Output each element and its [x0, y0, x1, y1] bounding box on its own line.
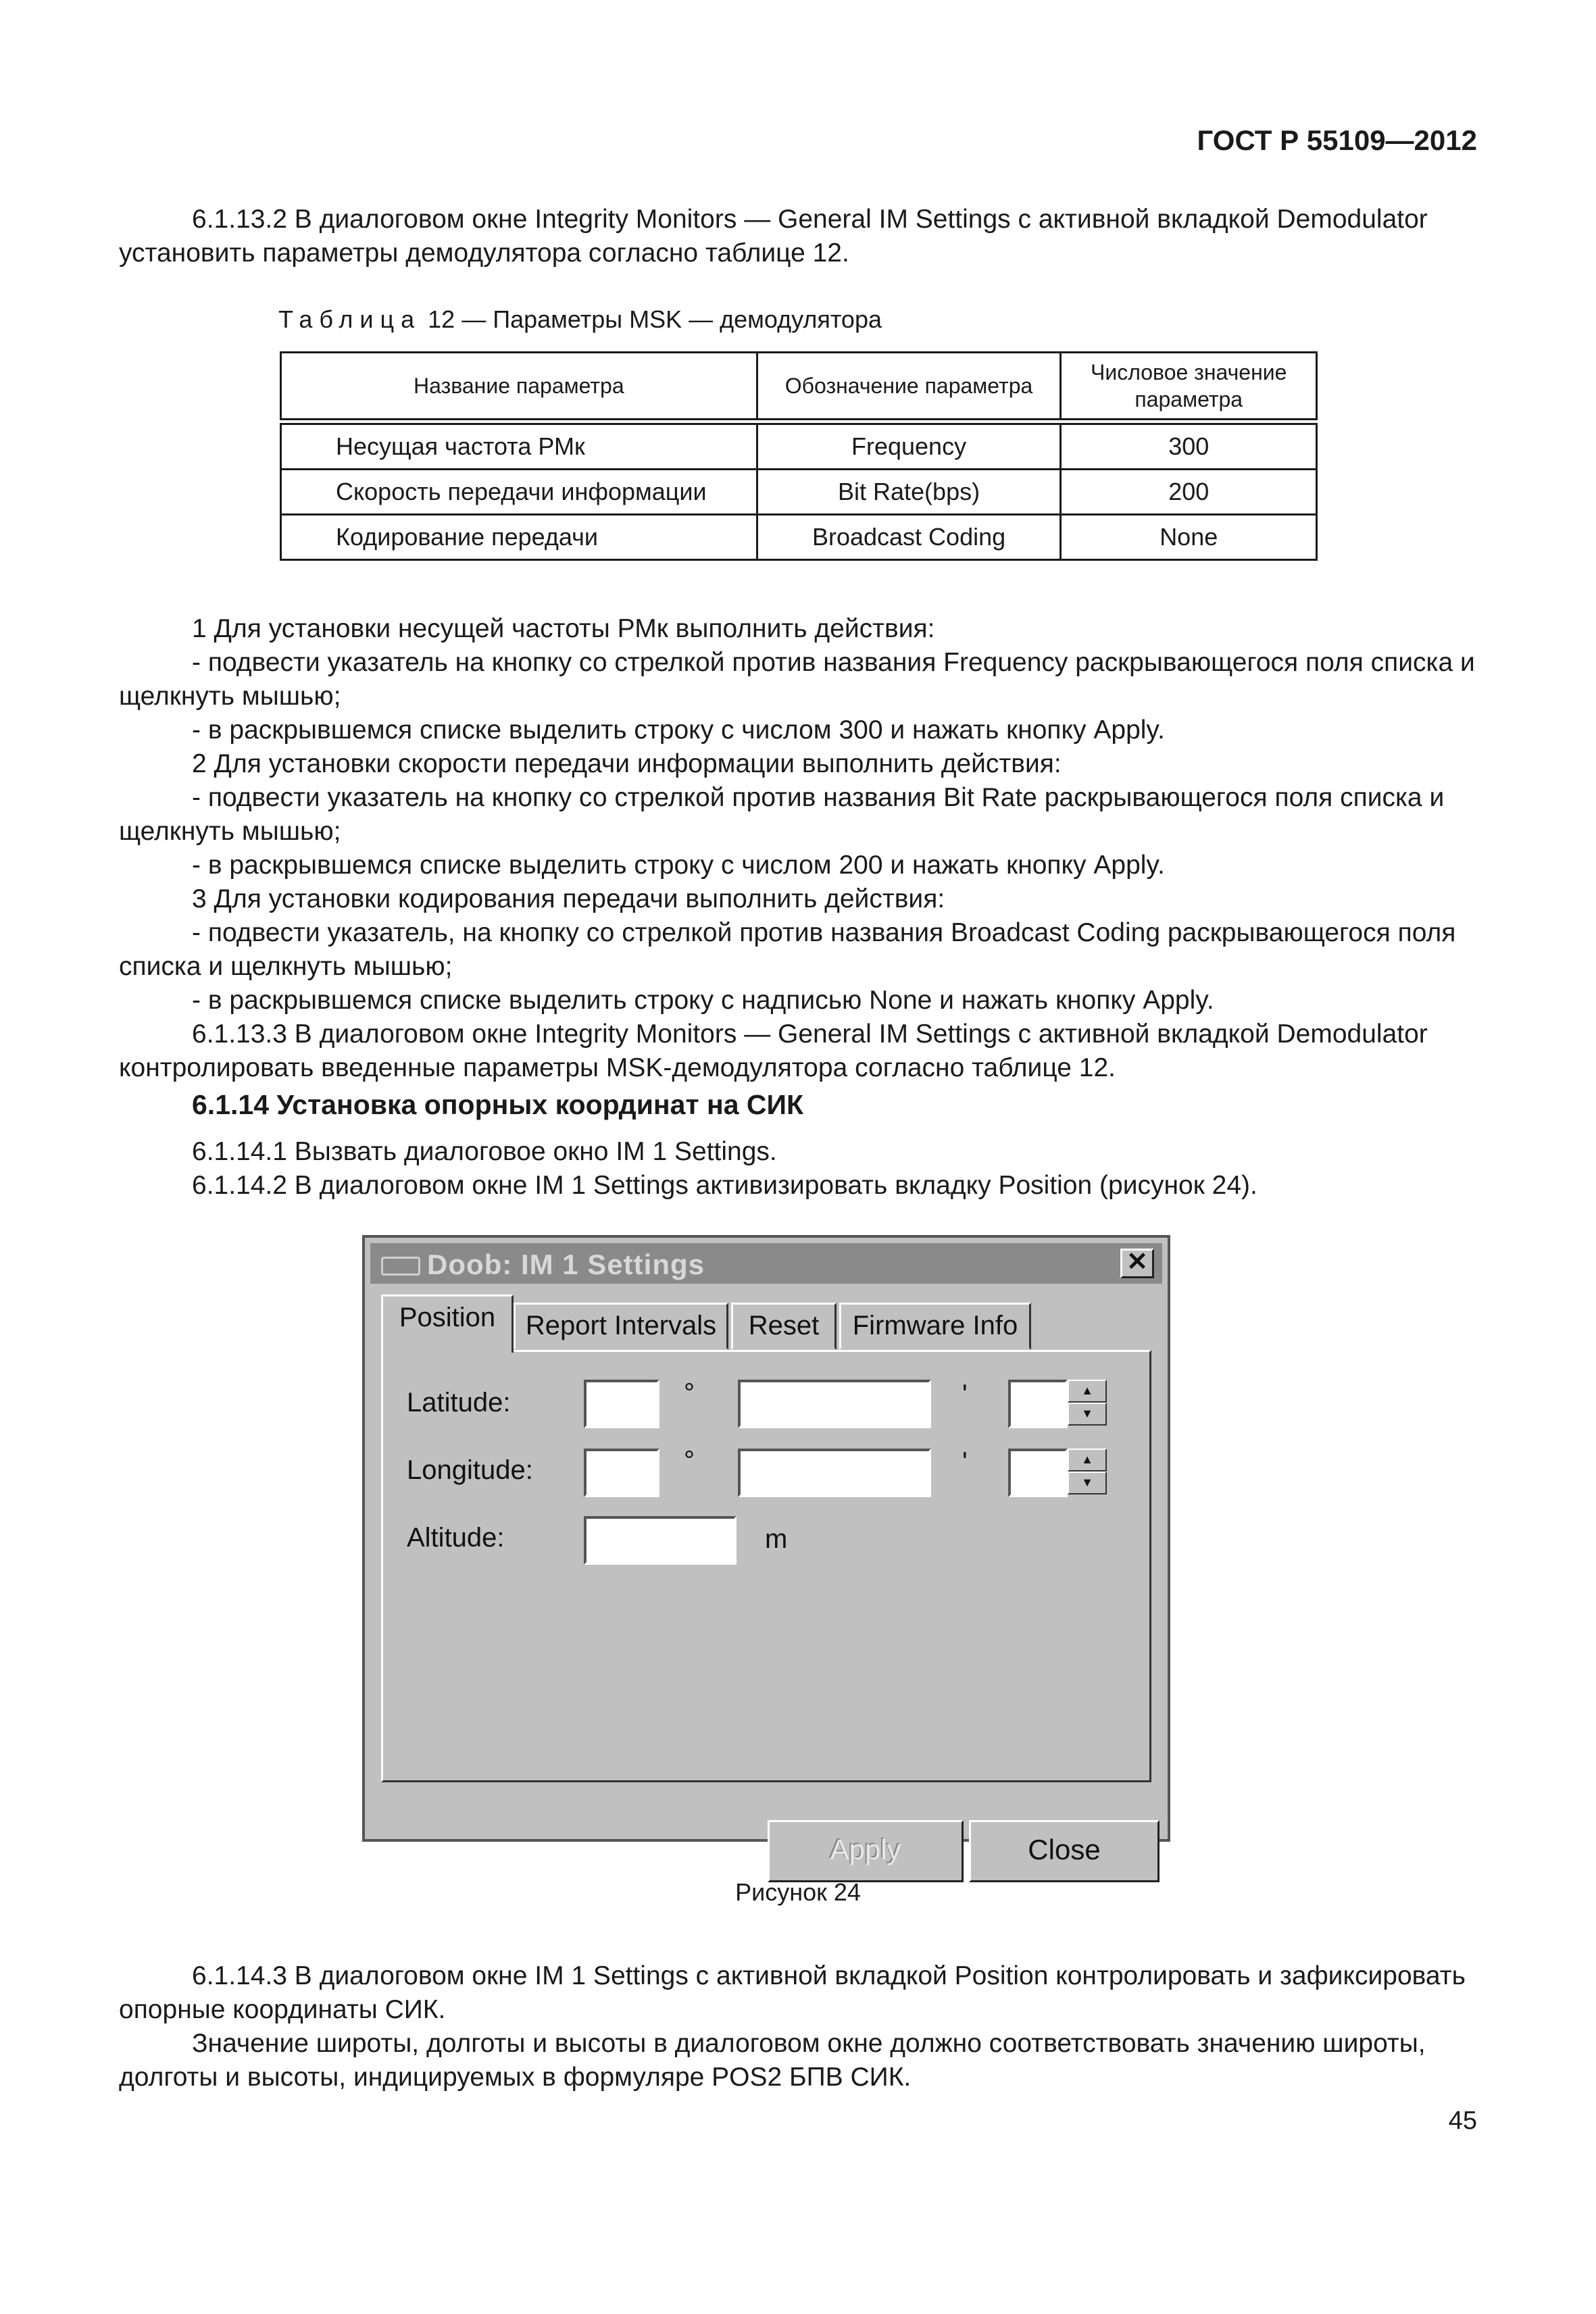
longitude-spinner[interactable]	[1068, 1449, 1107, 1497]
paragraph-6-1-14-1: 6.1.14.1 Вызвать диалоговое окно IM 1 Settings.	[192, 1137, 777, 1166]
latitude-spinner[interactable]	[1068, 1380, 1107, 1428]
tab-firmware-info[interactable]: Firmware Info	[839, 1303, 1031, 1350]
table-header-symbol: Обозначение параметра	[757, 353, 1061, 422]
spin-up-icon[interactable]: ▲	[1068, 1449, 1107, 1472]
table-header-value: Числовое значение параметра	[1061, 353, 1317, 422]
close-button[interactable]: Close	[969, 1820, 1159, 1882]
page-number: 45	[1448, 2107, 1477, 2135]
tab-reset[interactable]: Reset	[731, 1303, 837, 1350]
step-3a: - подвести указатель, на кнопку со стрелкой против названия Broadcast Coding раскрывающегося поля списка и щелкнуть мышью;	[119, 918, 1456, 981]
latitude-degrees-input[interactable]	[584, 1380, 659, 1428]
spin-down-icon[interactable]: ▼	[1068, 1403, 1107, 1426]
table-cell: None	[1061, 515, 1317, 560]
tab-report-intervals[interactable]: Report Intervals	[514, 1303, 728, 1350]
table-row	[281, 515, 1317, 560]
table-cell: Несущая частота РМк	[281, 422, 757, 470]
longitude-degrees-input[interactable]	[584, 1449, 659, 1497]
table-cell: Broadcast Coding	[757, 515, 1061, 560]
tab-position[interactable]: Position	[381, 1294, 514, 1353]
step-2a: - подвести указатель на кнопку со стрелкой против названия Bit Rate раскрывающегося поля списка и щелкнуть мышью;	[119, 783, 1445, 846]
table-row	[281, 422, 1317, 470]
degree-symbol: °	[684, 1378, 695, 1408]
dialog-title: Doob: IM 1 Settings	[427, 1249, 705, 1280]
table-caption-word: Таблица	[278, 305, 422, 333]
latitude-label: Latitude:	[407, 1388, 511, 1417]
figure-caption: Рисунок 24	[735, 1878, 861, 1906]
minute-symbol: '	[962, 1447, 968, 1477]
spin-down-icon[interactable]: ▼	[1068, 1472, 1107, 1494]
longitude-minutes-input[interactable]	[738, 1449, 931, 1497]
table-row	[281, 470, 1317, 515]
longitude-hemisphere-input[interactable]	[1008, 1449, 1068, 1497]
degree-symbol: °	[684, 1446, 695, 1476]
altitude-label: Altitude:	[407, 1523, 505, 1553]
minute-symbol: '	[962, 1380, 968, 1409]
closing-paragraph: Значение широты, долготы и высоты в диалоговом окне должно соответствовать значению широты, долготы и высоты, индицируемых в формуляре POS2 БПВ СИК.	[119, 2029, 1426, 2092]
table-cell: Bit Rate(bps)	[757, 470, 1061, 515]
step-1: 1 Для установки несущей частоты РМк выполнить действия:	[192, 614, 935, 643]
altitude-input[interactable]	[584, 1516, 737, 1565]
step-1b: - в раскрывшемся списке выделить строку с числом 300 и нажать кнопку Apply.	[192, 715, 1165, 745]
paragraph-6-1-13-3: 6.1.13.3 В диалоговом окне Integrity Monitors — General IM Settings с активной вкладкой Demodulator контролировать введенные параметры MSK-демодулятора согласно таблице 12.	[119, 1020, 1428, 1082]
im-settings-dialog	[362, 1235, 1170, 1865]
spin-up-icon[interactable]: ▲	[1068, 1380, 1107, 1403]
step-3: 3 Для установки кодирования передачи выполнить действия:	[192, 884, 945, 913]
table-cell: Кодирование передачи	[281, 515, 757, 560]
apply-button[interactable]: Apply	[768, 1820, 964, 1882]
parameters-table	[280, 351, 1318, 561]
latitude-hemisphere-input[interactable]	[1008, 1380, 1068, 1428]
paragraph-6-1-14-2: 6.1.14.2 В диалоговом окне IM 1 Settings активизировать вкладку Position (рисунок 24).	[192, 1171, 1257, 1200]
document-header: ГОСТ Р 55109—2012	[1197, 124, 1477, 156]
step-3b: - в раскрывшемся списке выделить строку с надписью None и нажать кнопку Apply.	[192, 986, 1214, 1015]
latitude-minutes-input[interactable]	[738, 1380, 931, 1428]
close-icon[interactable]: ✕	[1120, 1249, 1154, 1278]
table-cell: 200	[1061, 470, 1317, 515]
table-cell: 300	[1061, 422, 1317, 470]
table-cell: Скорость передачи информации	[281, 470, 757, 515]
intro-paragraph: 6.1.13.2 В диалоговом окне Integrity Monitors — General IM Settings с активной вкладкой Demodulator установить параметры демодулятора согласно таблице 12.	[119, 205, 1428, 268]
table-caption-text: 12 — Параметры MSK — демодулятора	[421, 305, 882, 333]
section-heading: 6.1.14 Установка опорных координат на СИК	[192, 1089, 804, 1120]
paragraph-6-1-14-3: 6.1.14.3 В диалоговом окне IM 1 Settings с активной вкладкой Position контролировать и зафиксировать опорные координаты СИК.	[119, 1961, 1466, 2024]
table-caption	[278, 305, 882, 334]
step-2b: - в раскрывшемся списке выделить строку с числом 200 и нажать кнопку Apply.	[192, 851, 1165, 880]
table-header-name: Название параметра	[281, 353, 757, 422]
table-cell: Frequency	[757, 422, 1061, 470]
altitude-unit: m	[765, 1524, 788, 1554]
dialog-titlebar[interactable]	[370, 1243, 1162, 1284]
step-2: 2 Для установки скорости передачи информации выполнить действия:	[192, 749, 1062, 778]
step-1a: - подвести указатель на кнопку со стрелкой против названия Frequency раскрывающегося поля списка и щелкнуть мышью;	[119, 648, 1475, 711]
longitude-label: Longitude:	[407, 1455, 533, 1485]
app-window-icon	[381, 1257, 420, 1276]
